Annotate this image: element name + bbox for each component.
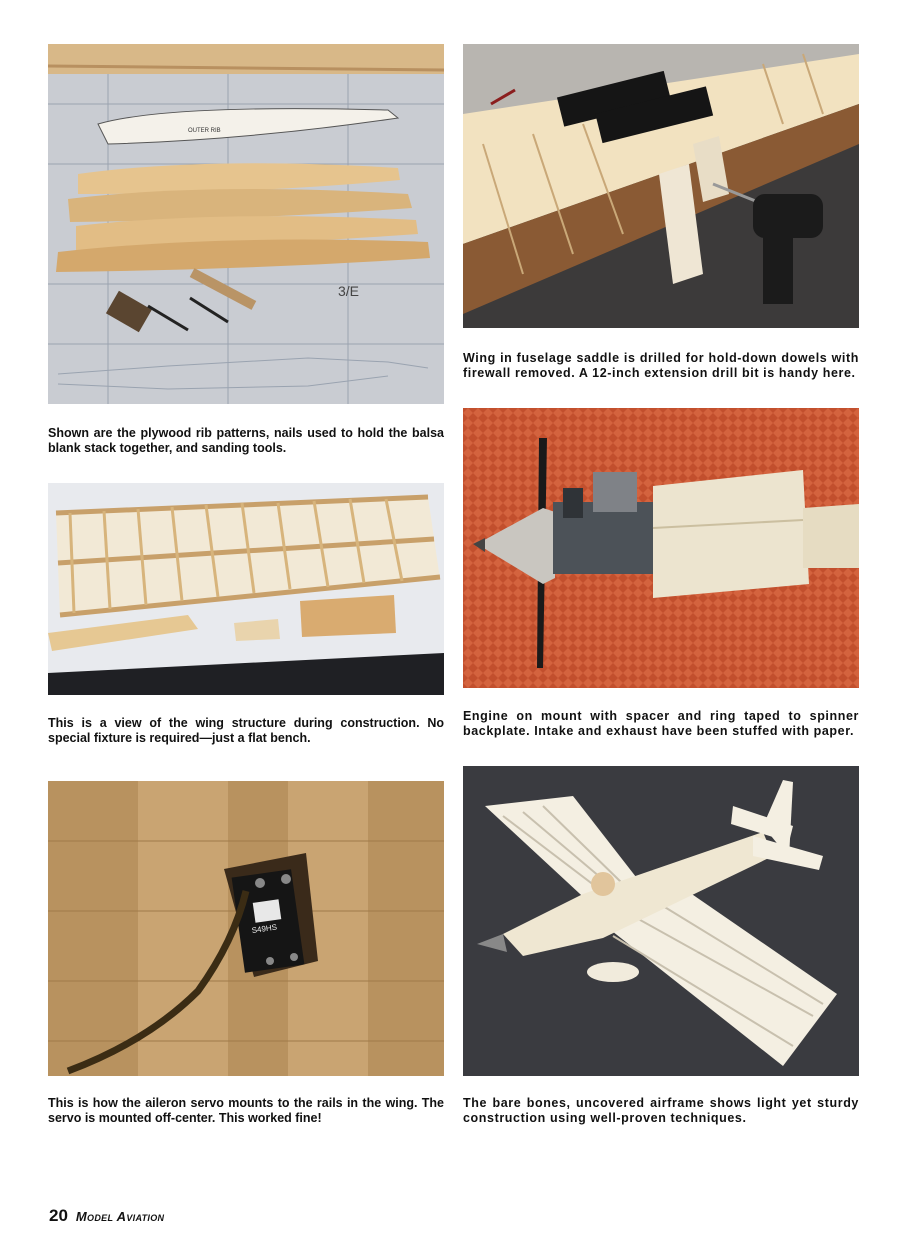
aileron-servo-photo <box>48 781 444 1076</box>
wing-structure-photo <box>48 483 444 695</box>
caption-bare-bones: The bare bones, uncovered airframe shows light yet sturdy construction using well-proven techniques. <box>463 1096 859 1125</box>
caption-wing-structure: This is a view of the wing structure during construction. No special fixture is required—just a flat bench. <box>48 716 444 745</box>
caption-wing-saddle: Wing in fuselage saddle is drilled for hold-down dowels with firewall removed. A 12-inch extension drill bit is handy here. <box>463 351 859 380</box>
engine-mount-photo <box>463 408 859 688</box>
caption-rib-patterns: Shown are the plywood rib patterns, nails used to hold the balsa blank stack together, and sanding tools. <box>48 426 444 455</box>
rib-patterns-photo <box>48 44 444 404</box>
servo-label: S49HS <box>251 922 278 936</box>
caption-engine-mount: Engine on mount with spacer and ring taped to spinner backplate. Intake and exhaust have been stuffed with paper. <box>463 709 859 738</box>
bare-airframe-photo <box>463 766 859 1076</box>
publication-name: Model Aviation <box>75 1209 165 1224</box>
wing-saddle-photo <box>463 44 859 328</box>
caption-aileron-servo: This is how the aileron servo mounts to the rails in the wing. The servo is mounted off-center. This worked fine! <box>48 1096 444 1125</box>
plan-mark: 3/E <box>338 283 360 299</box>
page-footer <box>49 1206 164 1226</box>
page-number: 20 <box>49 1206 68 1225</box>
rib-pattern-label: OUTER RIB <box>188 128 221 134</box>
